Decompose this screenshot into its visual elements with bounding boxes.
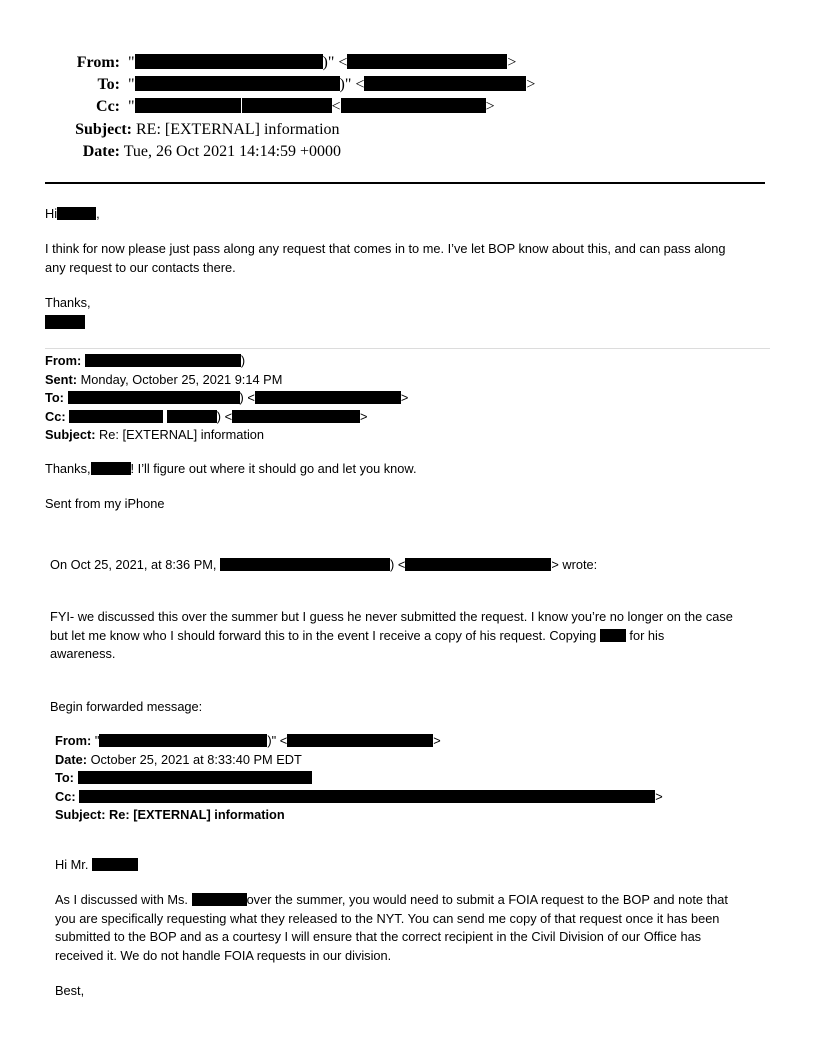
redaction xyxy=(135,76,340,91)
header-divider xyxy=(45,182,765,184)
redaction xyxy=(341,98,486,113)
header-to-row: To: " )" < > xyxy=(0,76,535,94)
redaction xyxy=(45,315,85,329)
msg4-headers xyxy=(55,732,663,825)
msg2-to-row: To: ) < > xyxy=(45,390,409,405)
msg4-to-row xyxy=(55,769,663,788)
msg4-line: you are specifically requesting what they released to the NYT. You can send me copy of that request once it has been xyxy=(55,910,720,926)
msg3-line: FYI- we discussed this over the summer but I guess he never submitted the request. I know you’re no longer on the case xyxy=(50,609,733,624)
msg2-to-label: To: xyxy=(45,390,64,405)
reply-greeting-text: Hi xyxy=(45,206,58,221)
redaction xyxy=(135,98,241,113)
msg3-intro: On Oct 25, 2021, at 8:36 PM, ) < > wrote: xyxy=(50,557,598,572)
msg4-line: submitted to the BOP and as a courtesy I will ensure that the correct recipient in the Civil Division of our Office has xyxy=(55,929,702,944)
msg3-line: awareness. xyxy=(50,646,116,661)
header-from-label: From: xyxy=(76,54,120,71)
redaction xyxy=(57,207,96,220)
msg2-cc-row: Cc: ) < > xyxy=(45,408,368,424)
msg4-signoff: Best, xyxy=(55,983,85,998)
msg2-headers xyxy=(45,352,408,445)
redaction xyxy=(91,462,131,475)
msg3-line-text: but let me know who I should forward this to in the event I receive a copy of his request. Copying xyxy=(50,627,597,643)
header-cc-row: Cc: " < > xyxy=(0,98,495,116)
msg2-signature: Sent from my iPhone xyxy=(45,496,165,511)
msg2-body-text: ! I’ll figure out where it should go and let you know. xyxy=(130,461,417,476)
msg4-line-text: over the summer, you would need to submit a FOIA request to the BOP and note that xyxy=(246,892,728,907)
redaction xyxy=(85,354,241,367)
reply-line: I think for now please just pass along any request that comes in to me. I’ve let BOP know about this, and can pass along xyxy=(45,241,726,256)
header-date: Tue, 26 Oct 2021 14:14:59 +0000 xyxy=(123,143,342,160)
msg4-date-label: Date: xyxy=(55,751,87,767)
header-subject-label: Subject: xyxy=(75,121,132,138)
msg4-from-label: From: xyxy=(55,733,92,748)
msg4-date: October 25, 2021 at 8:33:40 PM EDT xyxy=(90,751,302,767)
msg2-from-row: From: ) xyxy=(45,353,246,368)
msg3-body xyxy=(50,608,733,664)
msg4-from-row: From: " )" < > xyxy=(55,733,441,748)
header-from-row: From: " )" < > xyxy=(0,54,516,72)
reply-body xyxy=(45,240,726,277)
redaction xyxy=(135,54,323,69)
redaction xyxy=(99,734,267,747)
msg2-cc-label: Cc: xyxy=(45,408,66,424)
msg2-body-text: Thanks, xyxy=(45,461,91,476)
redaction xyxy=(347,54,507,69)
msg4-cc-row: Cc: > xyxy=(55,788,663,804)
header-subject-row xyxy=(0,121,340,139)
msg4-cc-label: Cc: xyxy=(55,788,76,804)
msg4-date-row xyxy=(55,751,663,770)
msg2-sent: Monday, October 25, 2021 9:14 PM xyxy=(80,371,283,387)
msg4-greeting xyxy=(55,857,138,872)
redaction xyxy=(220,558,390,571)
redaction xyxy=(242,98,332,113)
msg4-to-label: To: xyxy=(55,770,74,785)
msg4-line xyxy=(55,891,728,910)
reply-signoff: Thanks, xyxy=(45,295,91,310)
msg2-subject-label: Subject: xyxy=(45,427,96,442)
msg4-line-text: As I discussed with Ms. xyxy=(55,892,188,907)
reply-greeting: Hi , xyxy=(45,206,100,221)
header-cc-label: Cc: xyxy=(96,98,120,115)
redaction xyxy=(92,858,138,871)
msg3-intro-text: On Oct 25, 2021, at 8:36 PM, xyxy=(50,557,217,572)
redaction xyxy=(68,391,240,404)
redaction xyxy=(364,76,526,91)
msg4-subject: Re: [EXTERNAL] information xyxy=(109,807,285,822)
header-date-label: Date: xyxy=(82,143,120,160)
reply-line: any request to our contacts there. xyxy=(45,259,236,275)
redaction xyxy=(167,410,217,423)
msg4-subject-row xyxy=(55,806,663,825)
redaction xyxy=(232,410,360,423)
redaction xyxy=(405,558,551,571)
msg3-intro-text: > wrote: xyxy=(551,557,598,572)
message-separator xyxy=(45,348,770,349)
msg3-line-text: for his xyxy=(629,627,665,643)
redaction xyxy=(69,410,163,423)
redaction xyxy=(192,893,247,906)
header-date-row xyxy=(0,143,341,161)
msg4-body xyxy=(55,891,728,965)
msg2-from-label: From: xyxy=(45,353,82,368)
msg4-greeting-text: Hi Mr. xyxy=(55,857,89,872)
msg3-line xyxy=(50,627,733,646)
msg2-subject: Re: [EXTERNAL] information xyxy=(99,427,265,442)
redaction xyxy=(79,790,655,803)
reply-signature-redaction xyxy=(45,314,85,332)
msg4-line: received it. We do not handle FOIA requests in our division. xyxy=(55,947,392,963)
msg2-subject-row xyxy=(45,426,408,445)
msg2-body xyxy=(45,461,417,476)
msg2-sent-label: Sent: xyxy=(45,371,77,387)
msg4-subject-label: Subject: xyxy=(55,807,106,822)
header-to-label: To: xyxy=(97,76,120,93)
msg2-sent-row xyxy=(45,371,408,390)
header-subject: RE: [EXTERNAL] information xyxy=(136,121,340,138)
redaction xyxy=(287,734,433,747)
redaction xyxy=(600,629,626,642)
msg3-forwarded: Begin forwarded message: xyxy=(50,699,203,714)
redaction xyxy=(255,391,401,404)
redaction xyxy=(78,771,312,784)
